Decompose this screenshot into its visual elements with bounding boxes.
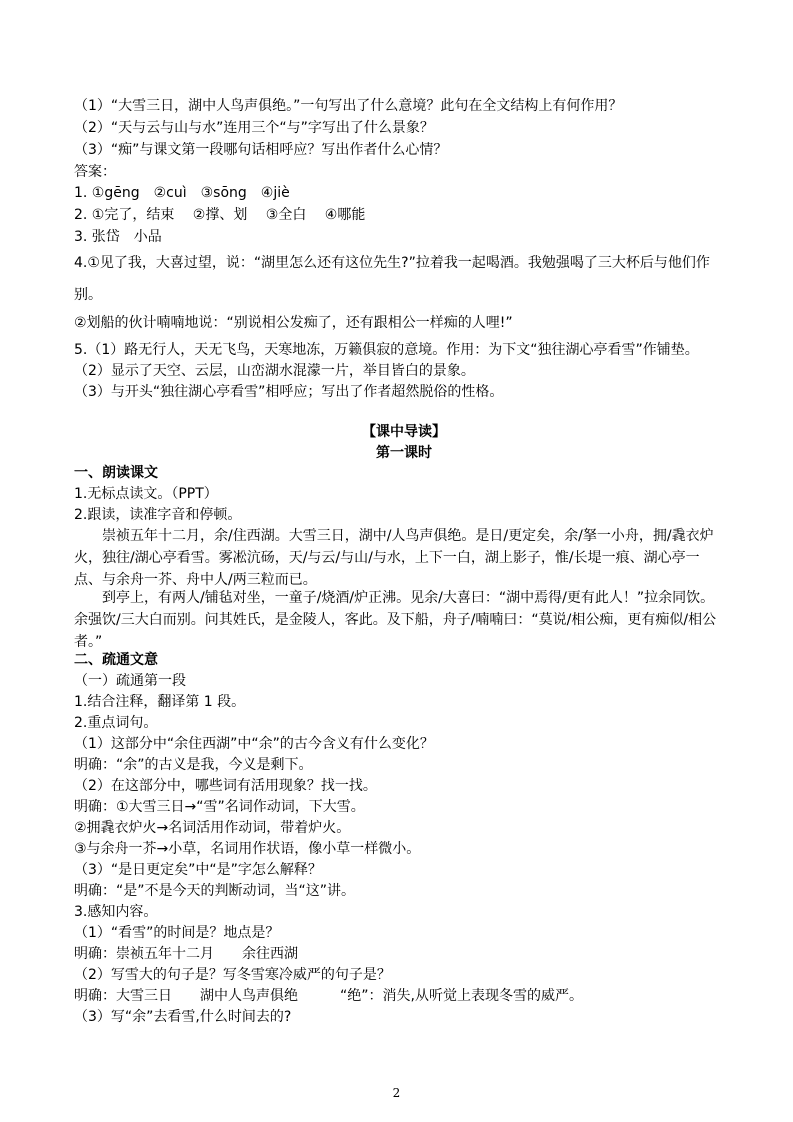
- answer-line: 1. ①gēng ②cuì ③sōng ④jiè: [74, 185, 290, 201]
- answer-line: 明确：崇祯五年十二月 余往西湖: [74, 946, 298, 962]
- question-line: （3）写“余”去看雪,什么时间去的?: [74, 1009, 292, 1025]
- answer-line: 明确：“余”的古义是我，今义是剩下。: [74, 757, 313, 773]
- text-paragraph-1: 崇祯五年十二月，余/住西湖。大雪三日，湖中/人鸟声俱绝。是日/更定矣，余/拏一小舟，拥/毳衣炉火，独往/湖心亭看雪。雾凇沆砀，天/与云/与山/与水，上下一白，湖上影子，惟/长堤一痕、湖心亭一点、与余舟一芥、舟中人/两三粒而已。: [74, 528, 714, 588]
- question-line: （1）这部分中“余住西湖”中“余”的古今含义有什么变化？: [74, 736, 434, 752]
- answer-5-line: （3）与开头“独往湖心亭看雪”相呼应；写出了作者超然脱俗的性格。: [74, 384, 504, 400]
- answer-heading: 答案：: [74, 164, 116, 180]
- answer-line: ③与余舟一芥→小草，名词用作状语，像小草一样微小。: [74, 841, 421, 857]
- answer-4-part-b: ②划船的伙计喃喃地说：“别说相公发痴了，还有跟相公一样痴的人哩!”: [74, 315, 513, 331]
- answer-line: ②拥毳衣炉火→名词活用作动词，带着炉火。: [74, 820, 351, 836]
- step-line: 3.感知内容。: [74, 904, 158, 920]
- question-line: （1）“大雪三日，湖中人鸟声俱绝。”一句写出了什么意境？此句在全文结构上有何作用？: [74, 98, 623, 114]
- question-line: （3）“痴”与课文第一段哪句话相呼应？写出作者什么心情？: [74, 142, 448, 158]
- answer-line: 2. ①完了，结束 ②撑、划 ③全白 ④哪能: [74, 207, 366, 223]
- question-line: （1）“看雪”的时间是？地点是？: [74, 925, 280, 941]
- question-line: （2）“天与云与山与水”连用三个“与”字写出了什么景象？: [74, 120, 434, 136]
- section-title: 【课中导读】: [362, 424, 446, 440]
- text-paragraph-2: 到亭上，有两人/铺毡对坐，一童子/烧酒/炉正沸。见余/大喜曰：“湖中焉得/更有此人！”拉余同饮。余强饮/三大白而别。问其姓氏，是金陵人，客此。及下船，舟子/喃喃曰：“莫说/相公痴，更有痴似/相公者。”: [74, 590, 717, 650]
- subsection-heading: （一）疏通第一段: [74, 673, 186, 689]
- question-line: （3）“是日更定矣”中“是”字怎么解释？: [74, 862, 322, 878]
- step-line: 1.结合注释，翻译第 1 段。: [74, 694, 246, 710]
- answer-line: 明确：①大雪三日→“雪”名词作动词，下大雪。: [74, 799, 365, 815]
- answer-line: 3. 张岱 小品: [74, 229, 162, 245]
- part-heading-meaning: 二、疏通文意: [74, 652, 158, 668]
- lesson-title: 第一课时: [376, 445, 432, 461]
- answer-line: 明确：大雪三日 湖中人鸟声俱绝 “绝”：消失,从听觉上表现冬雪的威严。: [74, 988, 583, 1004]
- question-line: （2）写雪大的句子是？写冬雪寒冷威严的句子是？: [74, 967, 391, 983]
- step-line: 2.重点词句。: [74, 715, 158, 731]
- page-number: 2: [392, 1086, 401, 1100]
- question-line: （2）在这部分中，哪些词有活用现象？找一找。: [74, 778, 377, 794]
- part-heading-reading: 一、朗读课文: [74, 465, 158, 481]
- answer-line: 明确：“是”不是今天的判断动词，当“这”讲。: [74, 883, 356, 899]
- step-line: 1.无标点读文。（PPT）: [74, 486, 218, 502]
- answer-5-line: 5.（1）路无行人，天无飞鸟，天寒地冻，万籁俱寂的意境。作用：为下文“独往湖心亭看雪”作铺垫。: [74, 342, 699, 358]
- step-line: 2.跟读，读准字音和停顿。: [74, 507, 242, 523]
- answer-5-line: （2）显示了天空、云层，山峦湖水混濛一片，举目皆白的景象。: [74, 363, 475, 379]
- answer-4-part-a: 4.①见了我，大喜过望，说：“湖里怎么还有这位先生?”拉着我一起喝酒。我勉强喝了三大杯后与他们作别。: [74, 255, 710, 303]
